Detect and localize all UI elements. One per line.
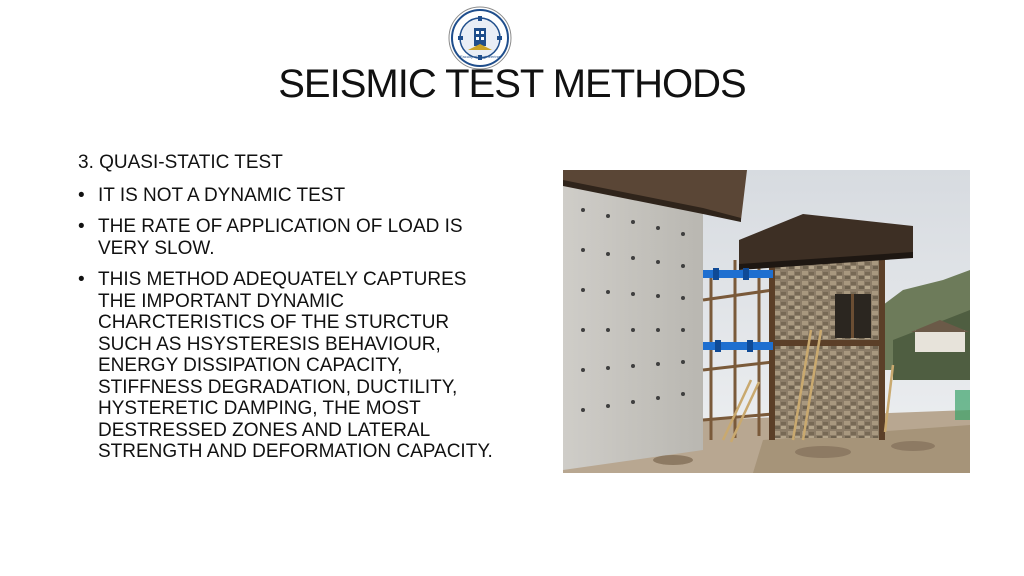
reaction-wall xyxy=(563,182,703,470)
bullet-list xyxy=(78,185,508,463)
bullet-dot-icon: • xyxy=(78,216,85,237)
bullet-item xyxy=(78,269,508,463)
bullet-item xyxy=(78,185,508,207)
bullet-dot-icon: • xyxy=(78,184,85,206)
bullet-text: THIS METHOD ADEQUATELY CAPTURES THE IMPORTANT DYNAMIC CHARCTERISTICS OF THE STURCTUR SUCH AS HSYSTERESIS BEHAVIOUR, ENERGY DISSIPATION CAPACITY, STIFFNESS DEGRADATION, DUCTILITY, HYSTERETIC DAMPING, THE MOST DESTRESSED ZONES AND LATERAL STRENGTH AND DEFORMATION CAPACITY. xyxy=(98,269,493,462)
slide-title: SEISMIC TEST METHODS xyxy=(278,62,746,106)
test-building-photo xyxy=(563,170,970,473)
distant-house xyxy=(915,330,965,352)
section-heading: 3. QUASI-STATIC TEST xyxy=(78,152,283,173)
bullet-text: THE RATE OF APPLICATION OF LOAD IS VERY SLOW. xyxy=(98,216,463,259)
bullet-text: IT IS NOT A DYNAMIC TEST xyxy=(98,184,346,206)
masonry-building xyxy=(771,256,883,438)
green-mesh xyxy=(955,390,970,420)
logo-text: Faculty of Engineering xyxy=(460,54,500,59)
bullet-item xyxy=(78,216,508,259)
slide-content xyxy=(78,152,508,473)
bullet-dot-icon: • xyxy=(78,269,85,290)
